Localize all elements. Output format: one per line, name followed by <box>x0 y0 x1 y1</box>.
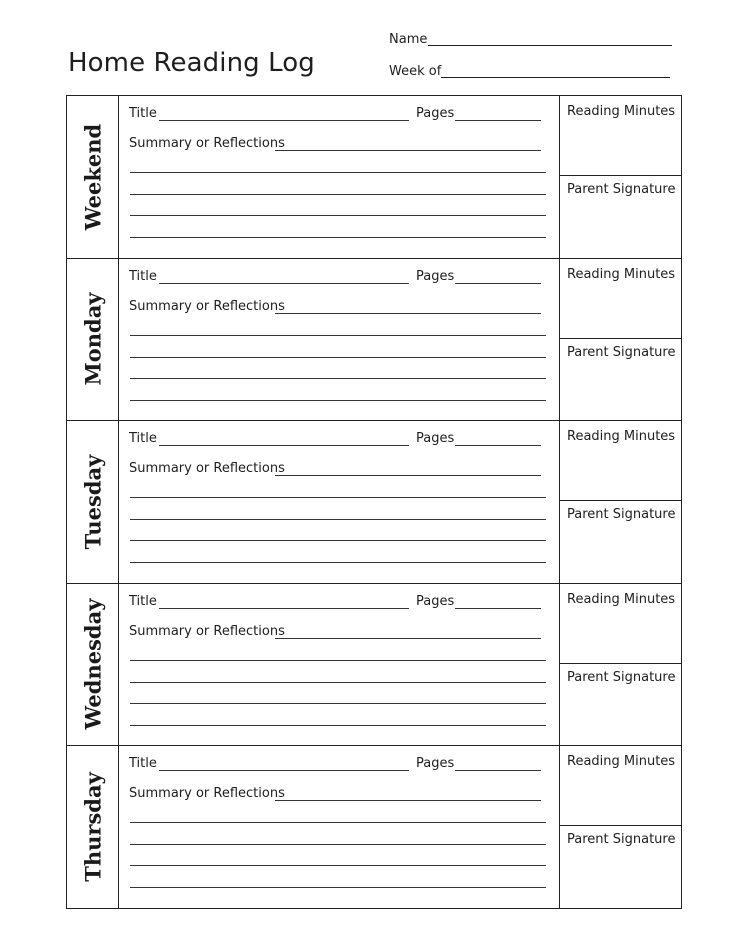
pages-label: Pages <box>416 106 455 121</box>
reading-minutes-box[interactable] <box>560 584 681 664</box>
entry-cell <box>119 259 560 421</box>
reading-minutes-box[interactable] <box>560 746 681 826</box>
minutes-signature-cell <box>560 96 681 258</box>
title-line[interactable] <box>159 283 409 284</box>
pages-label: Pages <box>416 431 455 446</box>
reflection-line[interactable] <box>130 844 546 845</box>
reflection-line[interactable] <box>130 822 546 823</box>
summary-label: Summary or Reflections <box>129 786 285 801</box>
day-label-cell <box>67 746 119 909</box>
pages-line[interactable] <box>455 608 541 609</box>
summary-label: Summary or Reflections <box>129 623 285 639</box>
summary-line[interactable] <box>275 150 541 151</box>
name-field[interactable] <box>389 32 673 50</box>
reflection-line[interactable] <box>130 335 546 336</box>
summary-line[interactable] <box>275 638 541 639</box>
parent-signature-box[interactable] <box>560 501 681 583</box>
day-label-cell <box>67 96 119 258</box>
reflection-line[interactable] <box>130 540 546 541</box>
reflection-line[interactable] <box>130 215 546 216</box>
entry-cell <box>119 584 560 746</box>
reflection-line[interactable] <box>130 194 546 195</box>
pages-line[interactable] <box>455 120 541 121</box>
title-label: Title <box>129 756 157 771</box>
minutes-signature-cell <box>560 746 681 909</box>
day-row <box>67 421 681 584</box>
day-row <box>67 96 681 259</box>
parent-signature-label: Parent Signature <box>567 344 676 360</box>
summary-label: Summary or Reflections <box>129 461 285 476</box>
parent-signature-label: Parent Signature <box>567 669 676 685</box>
title-label: Title <box>129 106 157 121</box>
title-line[interactable] <box>159 120 409 121</box>
reading-minutes-label: Reading Minutes <box>567 104 676 119</box>
minutes-signature-cell <box>560 584 681 746</box>
reflection-line[interactable] <box>130 682 546 683</box>
minutes-signature-cell <box>560 259 681 421</box>
week-of-field[interactable] <box>389 64 673 82</box>
reflection-line[interactable] <box>130 497 546 498</box>
reflection-line[interactable] <box>130 237 546 238</box>
reflection-line[interactable] <box>130 865 546 866</box>
day-name: Monday <box>80 292 105 386</box>
reading-minutes-label: Reading Minutes <box>567 591 676 607</box>
reflection-line[interactable] <box>130 703 546 704</box>
reflection-line[interactable] <box>130 378 546 379</box>
pages-line[interactable] <box>455 283 541 284</box>
parent-signature-label: Parent Signature <box>567 182 676 197</box>
title-line[interactable] <box>159 770 409 771</box>
day-row <box>67 584 681 747</box>
page-title: Home Reading Log <box>68 48 315 78</box>
parent-signature-box[interactable] <box>560 339 681 421</box>
reading-minutes-box[interactable] <box>560 96 681 176</box>
title-label: Title <box>129 268 157 284</box>
reading-minutes-label: Reading Minutes <box>567 754 676 769</box>
reading-minutes-label: Reading Minutes <box>567 266 676 282</box>
summary-line[interactable] <box>275 800 541 801</box>
reflection-line[interactable] <box>130 887 546 888</box>
reflection-line[interactable] <box>130 660 546 661</box>
reflection-line[interactable] <box>130 357 546 358</box>
reading-minutes-label: Reading Minutes <box>567 429 676 444</box>
pages-label: Pages <box>416 756 455 771</box>
entry-cell <box>119 421 560 583</box>
summary-line[interactable] <box>275 313 541 314</box>
name-label: Name <box>389 32 428 47</box>
day-name: Thursday <box>80 772 105 883</box>
entry-cell <box>119 96 560 258</box>
minutes-signature-cell <box>560 421 681 583</box>
day-label-cell <box>67 584 119 746</box>
summary-label: Summary or Reflections <box>129 298 285 314</box>
summary-label: Summary or Reflections <box>129 136 285 151</box>
day-row <box>67 746 681 909</box>
reading-minutes-box[interactable] <box>560 421 681 501</box>
day-row <box>67 259 681 422</box>
reflection-line[interactable] <box>130 562 546 563</box>
parent-signature-box[interactable] <box>560 176 681 258</box>
week-of-label: Week of <box>389 64 442 79</box>
reflection-line[interactable] <box>130 725 546 726</box>
pages-line[interactable] <box>455 445 541 446</box>
pages-label: Pages <box>416 593 455 609</box>
entry-cell <box>119 746 560 909</box>
day-name: Wednesday <box>80 598 105 730</box>
reflection-line[interactable] <box>130 400 546 401</box>
day-label-cell <box>67 259 119 421</box>
parent-signature-label: Parent Signature <box>567 507 676 522</box>
parent-signature-box[interactable] <box>560 664 681 746</box>
title-line[interactable] <box>159 608 409 609</box>
day-name: Tuesday <box>80 454 105 550</box>
title-label: Title <box>129 593 157 609</box>
week-of-line <box>441 77 670 78</box>
day-label-cell <box>67 421 119 583</box>
name-line <box>428 45 672 46</box>
pages-label: Pages <box>416 268 455 284</box>
day-name: Weekend <box>80 123 105 230</box>
title-line[interactable] <box>159 445 409 446</box>
reflection-line[interactable] <box>130 172 546 173</box>
summary-line[interactable] <box>275 475 541 476</box>
title-label: Title <box>129 431 157 446</box>
reading-minutes-box[interactable] <box>560 259 681 339</box>
parent-signature-label: Parent Signature <box>567 832 676 847</box>
pages-line[interactable] <box>455 770 541 771</box>
reading-log-table <box>66 95 682 909</box>
reflection-line[interactable] <box>130 519 546 520</box>
parent-signature-box[interactable] <box>560 826 681 909</box>
